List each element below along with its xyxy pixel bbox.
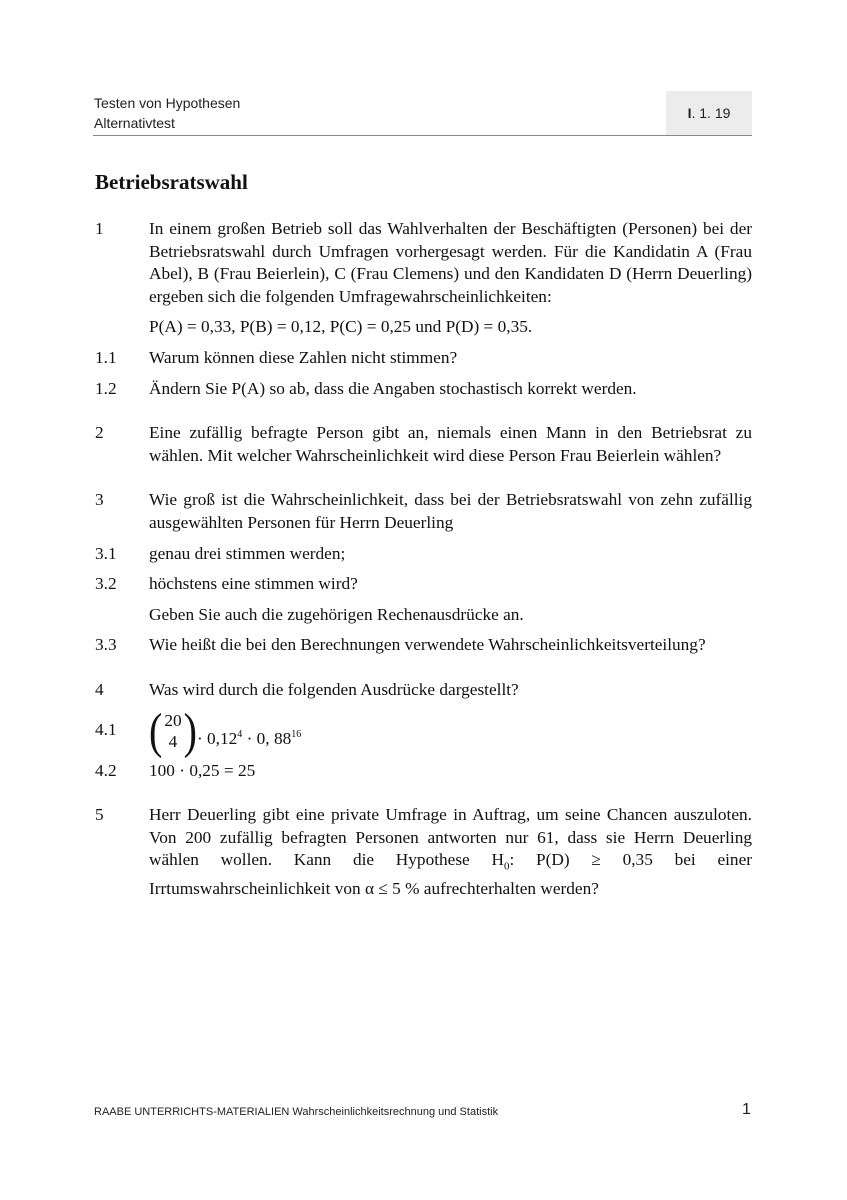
task-list	[95, 218, 752, 901]
task-1-2	[95, 378, 752, 401]
task-number: 5	[95, 805, 104, 825]
task-number: 2	[95, 423, 104, 443]
task-text: Was wird durch die folgenden Ausdrücke dargestellt?	[149, 679, 519, 699]
left-paren: (	[149, 701, 163, 758]
task-5	[95, 804, 752, 901]
header-subtopic: Alternativtest	[94, 115, 175, 131]
factor-1: · 0,12	[196, 728, 238, 748]
exponent-2: 16	[291, 728, 302, 740]
binom-n: 20	[164, 710, 182, 730]
section-code-prefix: I	[687, 105, 692, 121]
running-header	[94, 93, 240, 133]
task-text: Eine zufällig befragte Person gibt an, niemals einen Mann in den Betriebsrat zu wählen. Mit welcher Wahrscheinlichkeit wird diese Person Frau Beierlein wählen?	[149, 423, 752, 465]
task-number: 4.2	[95, 760, 117, 780]
binom-k: 4	[168, 731, 178, 751]
header-divider	[93, 135, 752, 136]
task-text: Wie groß ist die Wahrscheinlichkeit, dass bei der Betriebsratswahl von zehn zufällig ausgewählten Personen für Herrn Deuerling	[149, 490, 752, 532]
header-topic: Testen von Hypothesen	[94, 95, 241, 111]
task-1-1	[95, 347, 752, 370]
task-3-1	[95, 543, 752, 566]
task-1	[95, 218, 752, 308]
task-4-1	[95, 701, 752, 758]
task-number: 1	[95, 219, 104, 238]
task-number: 3.1	[95, 543, 117, 563]
task-text: Wie heißt die bei den Berechnungen verwendete Wahrscheinlichkeitsverteilung?	[149, 635, 706, 655]
task-number: 3.3	[95, 635, 117, 655]
task-text: In einem großen Betrieb soll das Wahlverhalten der Beschäftigten (Personen) bei der Betriebsratswahl durch Umfragen vorhergesagt werden. Für die Kandidatin A (Frau Abel), B (Frau Beierlein), C (Frau Clemens) und den Kandidaten D (Herrn Deuerling) ergeben sich die folgenden Umfragewahrscheinlichkeiten:	[149, 219, 752, 306]
task-3-3	[95, 634, 752, 657]
page-title: Betriebsratswahl	[95, 170, 248, 194]
task-number: 3.2	[95, 574, 117, 594]
task-text	[149, 804, 752, 901]
binomial-coefficient	[149, 701, 197, 758]
task-text: Warum können diese Zahlen nicht stimmen?	[149, 347, 458, 367]
task-2	[95, 422, 752, 467]
task-text-part: Herr Deuerling gibt eine private Umfrage in Auftrag, um seine Chancen auszuloten. Von 200 zufällig befragten Personen antworten nur 61, dass sie Herrn Deuerling wählen wollen. Kann die Hypothese H	[149, 805, 752, 870]
task-note: Geben Sie auch die zugehörigen Rechenausdrücke an.	[149, 604, 524, 624]
task-text: 100 · 0,25 = 25	[149, 760, 256, 780]
right-paren: )	[183, 701, 197, 758]
probabilities-formula: P(A) = 0,33, P(B) = 0,12, P(C) = 0,25 und P(D) = 0,35.	[149, 317, 533, 337]
task-text: höchstens eine stimmen wird?	[149, 574, 358, 594]
task-4	[95, 679, 752, 702]
factor-2: · 0, 88	[242, 728, 292, 748]
task-number: 4.1	[95, 720, 117, 740]
task-number: 1.2	[95, 378, 117, 398]
task-number: 1.1	[95, 347, 117, 367]
task-text: Ändern Sie P(A) so ab, dass die Angaben stochastisch korrekt werden.	[149, 378, 637, 398]
section-code: . 1. 19	[691, 105, 731, 121]
task-number: 4	[95, 679, 104, 699]
exponent-1: 4	[237, 728, 243, 740]
task-3-2-note	[95, 604, 752, 627]
task-text-part: : P(D) ≥ 0,35 bei einer Irrtumswahrscheinlichkeit von α ≤ 5 % aufrechterhalten werden?	[149, 850, 752, 899]
section-code-box	[666, 91, 752, 135]
binomial-expression	[149, 701, 752, 758]
footer-publisher: RAABE UNTERRICHTS-MATERIALIEN Wahrscheinlichkeitsrechnung und Statistik	[94, 1106, 499, 1118]
task-4-2	[95, 760, 752, 783]
page-number: 1	[742, 1101, 751, 1118]
task-number: 3	[95, 490, 104, 510]
task-text: genau drei stimmen werden;	[149, 543, 346, 563]
task-3	[95, 489, 752, 534]
task-1-formula	[95, 316, 752, 339]
subscript: 0	[503, 860, 510, 873]
task-3-2	[95, 573, 752, 596]
